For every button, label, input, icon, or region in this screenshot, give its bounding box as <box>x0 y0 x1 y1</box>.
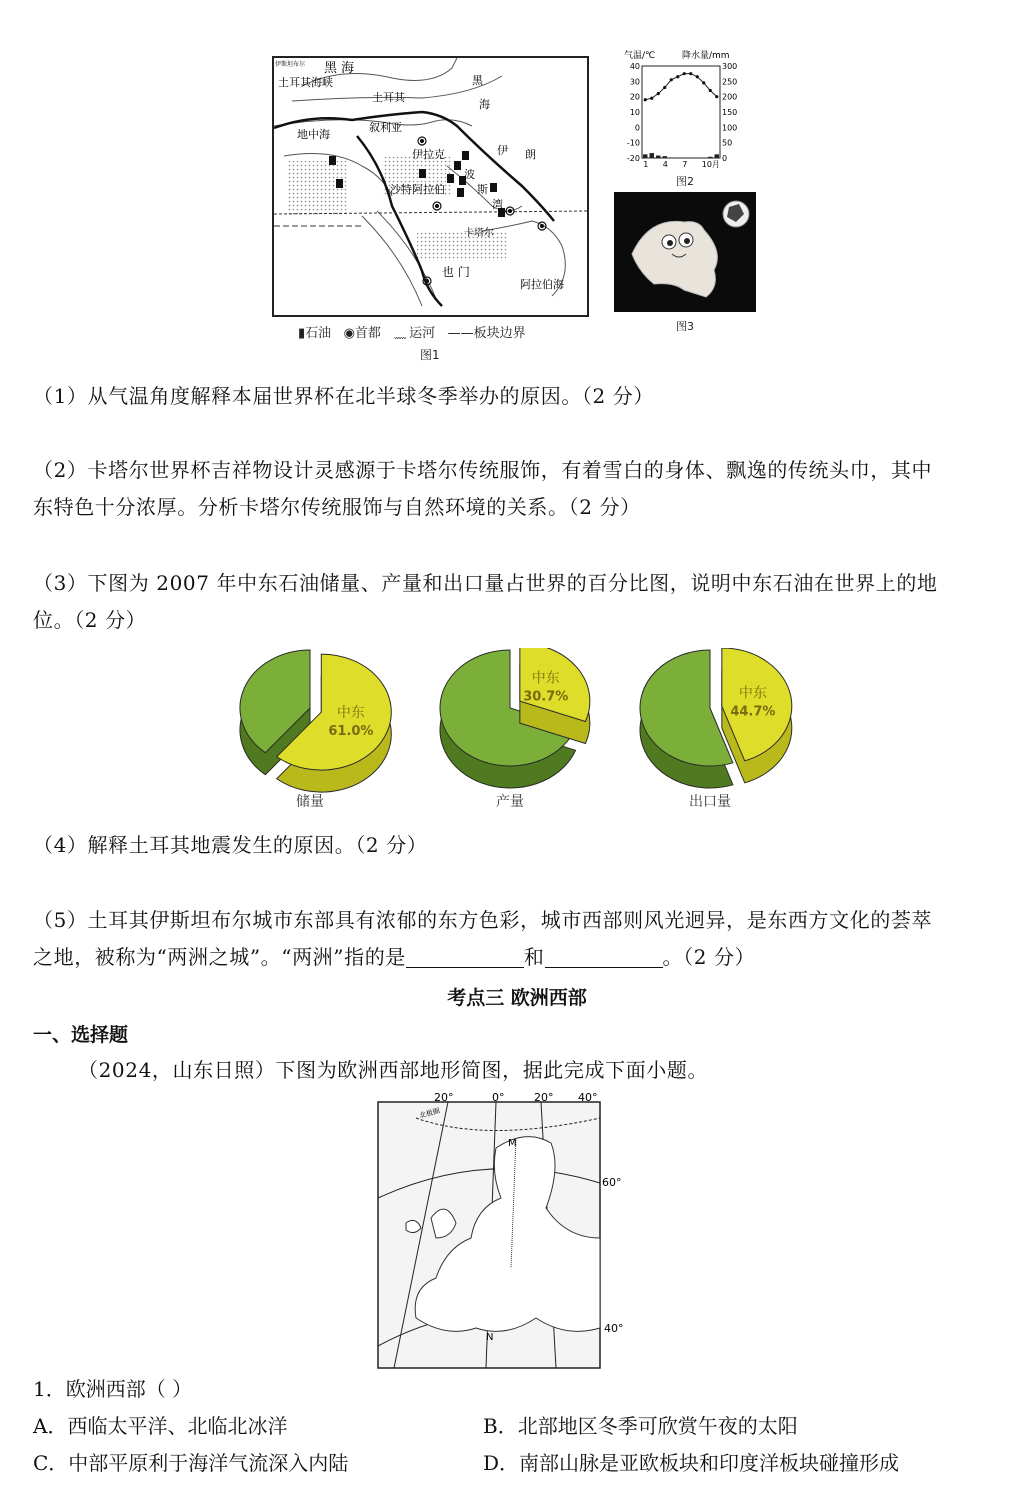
mcq-stem: 1．欧洲西部（ ） <box>33 1377 193 1401</box>
question-4: （4）解释土耳其地震发生的原因。（2 分） <box>33 833 428 857</box>
lon-label-w20: 20° <box>434 1091 454 1104</box>
figure-3-mascot-photo <box>614 192 756 312</box>
mascot-icon <box>632 221 717 297</box>
pie-series-label: 中东 <box>738 685 767 702</box>
pie-charts-svg <box>230 648 810 818</box>
map-label-iran-1: 伊 <box>497 144 508 157</box>
precip-bar <box>715 154 720 158</box>
mcq-option-c[interactable]: C．中部平原利于海洋气流深入内陆 <box>33 1451 349 1475</box>
mascot-svg <box>614 192 756 312</box>
figure-3-caption: 图3 <box>676 320 694 333</box>
precip-tick-label: 250 <box>722 77 738 87</box>
oil-legend-icon: ▮ <box>298 326 306 341</box>
pie-percent-label: 61.0% <box>328 723 374 739</box>
oil-pie-charts <box>230 648 810 818</box>
plate-legend-icon: —— <box>447 326 474 341</box>
temp-point <box>663 86 666 89</box>
temp-point <box>696 75 699 78</box>
mcq-option-d[interactable]: D．南部山脉是亚欧板块和印度洋板块碰撞形成 <box>483 1451 900 1475</box>
map-label-yemen: 也 门 <box>442 265 470 279</box>
part-heading: 一、选择题 <box>33 1024 129 1046</box>
pie-name-label: 储量 <box>296 794 324 810</box>
precip-bar <box>656 156 661 158</box>
pie-series-label: 中东 <box>531 670 560 687</box>
temp-point <box>702 81 705 84</box>
lon-label-0: 0° <box>492 1091 505 1104</box>
month-tick-label: 7 <box>682 160 688 169</box>
pie-chart-1 <box>240 650 391 810</box>
pie-chart-3 <box>640 648 792 810</box>
map-label-strait: 土耳其海峡 <box>278 76 333 89</box>
map-label-qatar: 卡塔尔 <box>464 228 494 239</box>
figure-1-caption: 图1 <box>420 348 440 362</box>
temp-point <box>657 92 660 95</box>
pie-name-label: 出口量 <box>689 794 731 810</box>
map-label-corner: 伊斯坦布尔 <box>275 61 306 68</box>
temp-point <box>644 98 647 101</box>
temp-point <box>683 72 686 75</box>
map-svg <box>272 56 590 318</box>
temp-point <box>709 89 712 92</box>
temp-tick-label: -20 <box>626 154 640 163</box>
precip-tick-label: 300 <box>722 62 738 71</box>
month-tick-label: 4 <box>662 160 668 169</box>
precip-tick-label: 100 <box>722 123 738 133</box>
figure-2-caption: 图2 <box>676 175 694 188</box>
question-3: （3）下图为 2007 年中东石油储量、产量和出口量占世界的百分比图，说明中东石油在世界上的地 位。（2 分） <box>33 571 938 632</box>
map-label-syria: 叙利亚 <box>369 121 402 134</box>
capital-legend-icon: ◉ <box>343 326 355 341</box>
temp-tick-label: 40 <box>629 62 640 71</box>
europe-map-svg <box>376 1088 626 1370</box>
question-2: （2）卡塔尔世界杯吉祥物设计灵感源于卡塔尔传统服饰，有着雪白的身体、飘逸的传统头巾，其中 东特色十分浓厚。分析卡塔尔传统服饰与自然环境的关系。（2 分） <box>33 458 933 519</box>
temp-tick-label: -10 <box>626 138 640 148</box>
temp-tick-label: 20 <box>629 92 640 102</box>
mcq-option-b[interactable]: B．北部地区冬季可欣赏午夜的太阳 <box>483 1414 798 1438</box>
pie-chart-2 <box>440 648 590 810</box>
lon-label-e40: 40° <box>578 1091 598 1104</box>
climate-ylabel-left: 气温/℃ <box>624 51 656 61</box>
map-label-saudi: 沙特阿拉伯 <box>390 183 445 196</box>
section-intro: （2024，山东日照）下图为欧洲西部地形简图，据此完成下面小题。 <box>78 1058 709 1082</box>
map-label-iran-2: 朗 <box>525 148 536 161</box>
precip-bar <box>663 156 668 158</box>
map-label-arabian-sea: 阿拉伯海 <box>520 278 564 291</box>
month-tick-label: 10月 <box>701 160 720 169</box>
temp-tick-label: 10 <box>629 108 640 117</box>
map-label-sea-small-1: 黑 <box>472 74 483 87</box>
lon-label-e20: 20° <box>534 1091 554 1104</box>
figure-1-legend: ▮石油 ◉首都 ˯˯˯˯˯ 运河 ——板块边界 <box>298 326 526 341</box>
temp-tick-label: 0 <box>634 123 640 133</box>
precip-bar <box>650 153 655 158</box>
question-1: （1）从气温角度解释本届世界杯在北半球冬季举办的原因。（2 分） <box>33 384 655 408</box>
map-label-persian-3: 湾 <box>492 198 503 211</box>
europe-map <box>376 1088 626 1370</box>
pie-percent-label: 30.7% <box>523 689 569 705</box>
map-label-mediterranean: 地中海 <box>297 128 330 141</box>
answer-blank-2[interactable] <box>545 945 663 968</box>
pie-percent-label: 44.7% <box>730 704 776 720</box>
precip-tick-label: 150 <box>722 108 738 117</box>
map-label-iraq: 伊拉克 <box>412 148 445 161</box>
pie-name-label: 产量 <box>496 794 524 810</box>
map-label-persian-2: 斯 <box>477 183 488 196</box>
precip-tick-label: 0 <box>722 154 728 163</box>
pie-series-label: 中东 <box>336 704 365 721</box>
temp-tick-label: 30 <box>629 77 640 87</box>
temp-point <box>715 95 718 98</box>
figure-1-middle-east-map <box>272 56 590 318</box>
month-tick-label: 1 <box>643 160 649 169</box>
precip-tick-label: 50 <box>722 138 733 148</box>
temp-point <box>650 97 653 100</box>
map-label-turkey: 土耳其 <box>372 91 405 104</box>
question-5: （5）土耳其伊斯坦布尔城市东部具有浓郁的东方色彩，城市西部则风光迥异，是东西方文化的荟萃 之地，被称为“两洲之城”。“两洲”指的是 和 。（2 分） <box>33 908 933 969</box>
map-label-black-sea: 黑 海 <box>324 61 355 76</box>
climate-ylabel-right: 降水量/mm <box>682 51 730 61</box>
precip-bar <box>643 154 648 158</box>
lat-label-40: 40° <box>604 1322 624 1335</box>
temp-point <box>670 78 673 81</box>
map-label-sea-small-2: 海 <box>479 98 490 111</box>
precip-bar <box>708 157 713 158</box>
map-label-persian-1: 波 <box>464 168 475 181</box>
temp-point <box>689 72 692 75</box>
climate-plot-area <box>642 66 720 158</box>
figure-2-climate-chart <box>622 46 748 188</box>
canal-legend-icon: ˯˯˯˯˯ <box>393 326 405 341</box>
lat-label-60: 60° <box>602 1176 622 1189</box>
mcq-option-a[interactable]: A．西临太平洋、北临北冰洋 <box>33 1414 288 1438</box>
precip-tick-label: 200 <box>722 92 738 102</box>
climate-svg <box>622 46 748 188</box>
answer-blank-1[interactable] <box>406 945 524 968</box>
arctic-circle-label: 北极圈 <box>418 1106 441 1120</box>
point-label-m: M <box>508 1138 517 1149</box>
point-label-n: N <box>486 1332 494 1343</box>
section-title: 考点三 欧洲西部 <box>447 987 587 1009</box>
temp-point <box>676 75 679 78</box>
